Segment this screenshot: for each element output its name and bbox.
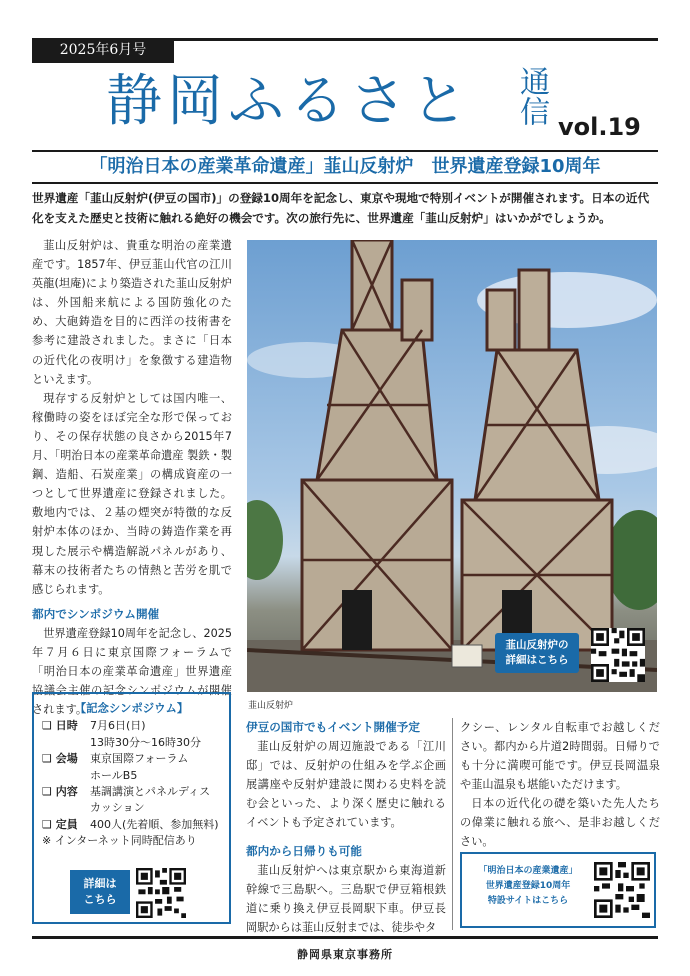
qr-label-line2: 詳細はこちら [505, 654, 569, 666]
site-label-line: 特設サイトはこちら [487, 896, 569, 906]
volume-number: vol.19 [558, 113, 641, 141]
section-subhead: 都内でシンポジウム開催 [32, 606, 160, 621]
info-row-capacity [42, 817, 221, 833]
qr-code-icon [594, 862, 650, 918]
info-value-line: ホールB5 [90, 768, 138, 782]
publisher-footer: 静岡県東京事務所 [297, 948, 393, 961]
lead-paragraph: 世界遺産「韮山反射炉(伊豆の国市)」の登録10周年を記念し、東京や現地で特別イベントが開催されます。日本の近代化を支えた歴史と技術に触れる絶好の機会です。次の旅行先に、世界遺産「韮山反射炉」はいかがでしょうか。 [32, 191, 650, 225]
qr-code-icon [136, 868, 186, 918]
info-value [90, 784, 221, 817]
body-paragraph: 韮山反射炉へは東京駅から東海道新幹線で三島駅へ。三島駅で伊豆箱根鉄道に乗り換え伊豆長岡駅下車。伊豆長岡駅からは韮山反射までは、徒歩やタ [246, 864, 446, 934]
info-value-line: 13時30分～16時30分 [90, 735, 201, 749]
info-row-content [42, 784, 221, 817]
info-value-line: 基調講演とパネルディス [90, 785, 211, 799]
furnace-photo [247, 240, 657, 692]
info-row-date [42, 718, 221, 751]
info-key: ❑ 内容 [42, 785, 78, 799]
newsletter-title-tail: 通信 [514, 66, 549, 126]
info-value: 400人(先着順、参加無料) [90, 817, 219, 831]
symposium-title: 【記念シンポジウム】 [74, 701, 189, 715]
info-key: ❑ 定員 [42, 817, 78, 831]
special-site-box [460, 852, 656, 928]
qr-code-icon [591, 628, 645, 682]
column-divider [452, 718, 453, 930]
section-subhead: 都内から日帰りも可能 [246, 844, 362, 858]
qr-label-line1: 韮山反射炉の [505, 639, 569, 651]
info-value-line: 7月6日(日) [90, 719, 146, 733]
info-value [90, 718, 221, 751]
detail-label-line1: 詳細は [83, 877, 117, 890]
info-key: ❑ 日時 [42, 719, 78, 733]
body-paragraph: 韮山反射炉は、貴重な明治の産業遺産です。1857年、伊豆韮山代官の江川英龍(坦庵)により築造された韮山反射炉は、外国船来航による国防強化のため、大砲鋳造を目的に西洋の技術書を参考に建設されました。まさに「日本の近代化の夜明け」を象徴する建造物といえます。 [32, 239, 232, 386]
body-paragraph: 韮山反射炉の周辺施設である「江川邸」では、反射炉の仕組みを学ぶ企画展講座や反射炉建設に関わる史料を読む会といった、より深く歴史に触れるイベントも予定されています。 [246, 740, 446, 829]
left-column [32, 236, 232, 719]
furnace-detail-label [495, 633, 579, 673]
body-paragraph: クシー、レンタル自転車でお越しください。都内から片道2時間弱。日帰りでも十分に満喫可能です。伊豆長岡温泉や韮山温泉も堪能いただけます。 [460, 721, 660, 791]
detail-label-line2: こちら [83, 893, 117, 906]
furnace-qr-code[interactable] [591, 628, 645, 682]
info-value-line: 東京国際フォーラム [90, 752, 189, 766]
furnace-illustration [247, 240, 657, 692]
symposium-box [32, 692, 231, 924]
info-value [90, 751, 221, 784]
body-paragraph: 日本の近代化の礎を築いた先人たちの偉業に触れる旅へ、是非お越しください。 [460, 797, 660, 848]
bottom-rule [32, 936, 658, 939]
info-value-line: カッション [90, 801, 145, 815]
info-row-venue [42, 751, 221, 784]
symposium-detail-label [70, 870, 130, 914]
issue-badge: 2025年6月号 [32, 38, 174, 63]
symposium-qr-code[interactable] [136, 868, 186, 918]
stream-note: ※ インターネット同時配信あり [42, 834, 197, 848]
body-paragraph: 世界遺産登録10周年を記念し、2025年７月６日に東京国際フォーラムで「明治日本の産業革命遺産」世界遺産協議会主催の記念シンポジウムが開催されます。 [32, 626, 232, 717]
main-headline: 「明治日本の産業革命遺産」韮山反射炉 世界遺産登録10周年 [32, 150, 658, 184]
section-subhead: 伊豆の国市でもイベント開催予定 [246, 720, 420, 734]
site-label-line: 世界遺産登録10周年 [485, 881, 571, 891]
right-column [460, 718, 660, 851]
middle-column [246, 718, 446, 937]
special-site-qr-code[interactable] [594, 862, 650, 918]
info-key: ❑ 会場 [42, 752, 78, 766]
site-label-line: 「明治日本の産業遺産」 [478, 866, 578, 876]
body-paragraph: 現存する反射炉としては国内唯一、稼働時の姿をほぼ完全な形で保っており、その保存状態の良さから2015年7月、「明治日本の産業革命遺産 製鉄・製鋼、造船、石炭産業」の構成資産の一つとして世界遺産に登録されました。敷地内では、２基の煙突が特徴的な反射炉本体のほか、当時の鋳造作業を再現した展示や構造解説パネルがあり、幕末の技術者たちの情熱と苦労を肌で感じられます。 [32, 391, 232, 596]
newsletter-title: 静岡ふるさと [106, 69, 472, 134]
photo-caption: 韮山反射炉 [248, 701, 294, 711]
special-site-label [468, 864, 588, 909]
